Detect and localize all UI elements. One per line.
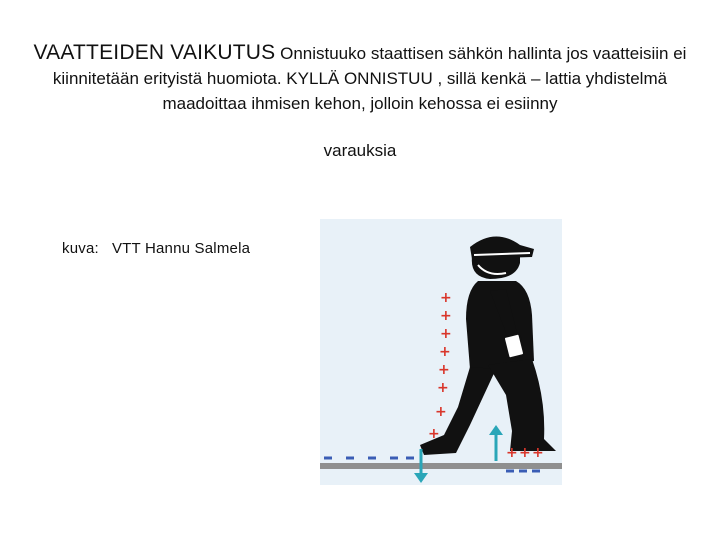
plus-charge: + [440,290,452,306]
floor-line [320,463,562,469]
plus-charge: + [519,445,531,461]
plus-charge: + [438,362,450,378]
slide-body-tail: varauksia [323,141,397,160]
front-leg [488,359,556,451]
plus-charge: + [428,426,440,442]
worker-figure-svg [320,219,562,485]
slide-heading: VAATTEIDEN VAIKUTUS [33,41,276,64]
plus-charge: + [440,326,452,342]
slide-body-lead: Onnistuuko staattisen sähkön hallinta jos vaatteisiin ei kiinnitetään erityistä huomiota. KYLLÄ ONNISTUU , sillä kenkä – lattia yhdistelmä maadoittaa ihmisen kehon, jolloin kehossa ei esiinny [52,44,687,113]
plus-charge: + [439,344,451,360]
up-arrow-icon [489,425,503,461]
slide-text [20,40,700,163]
plus-charge: + [435,404,447,420]
plus-charge: + [437,380,449,396]
grounding-illustration [320,219,562,485]
plus-charge: + [440,308,452,324]
plus-charge: + [506,445,518,461]
plus-charge: + [532,445,544,461]
image-credit-caption: kuva: VTT Hannu Salmela [62,240,251,257]
